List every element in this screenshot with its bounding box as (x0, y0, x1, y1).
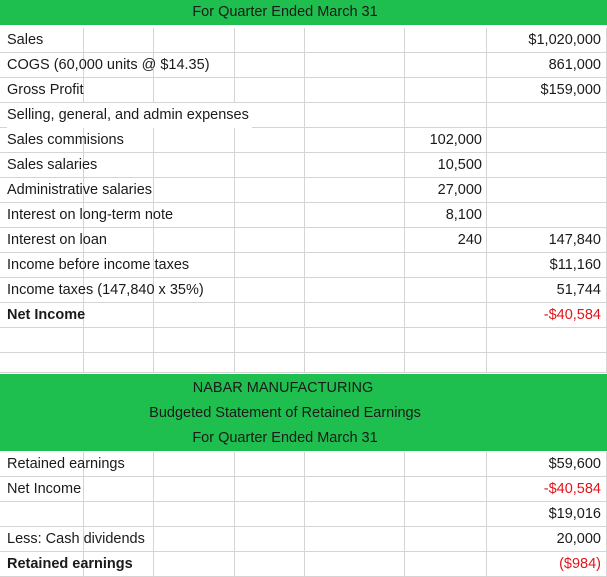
row-re-net-income[interactable] (0, 477, 607, 502)
row-total (487, 128, 601, 153)
row-label: COGS (60,000 units @ $14.35) (7, 57, 210, 73)
row-total: 861,000 (548, 57, 601, 73)
row-income-before-taxes[interactable] (0, 253, 607, 278)
row-cogs[interactable] (0, 53, 607, 78)
row-sales-salaries[interactable] (0, 153, 607, 178)
row-sales-commissions[interactable] (0, 128, 607, 153)
row-label: Income before income taxes (7, 257, 190, 273)
row-label: Administrative salaries (7, 182, 153, 198)
row-label: Retained earnings (7, 556, 133, 572)
statement-title: Budgeted Statement of Retained Earnings (149, 405, 421, 421)
row-retained-earnings-end[interactable] (0, 552, 607, 577)
row-total: $159,000 (540, 82, 601, 98)
row-total: -$40,584 (543, 481, 601, 497)
row-total: $11,160 (549, 257, 601, 273)
row-label: Sales salaries (7, 157, 98, 173)
income-period-title: For Quarter Ended March 31 (192, 4, 378, 20)
row-label: Income taxes (147,840 x 35%) (7, 282, 204, 298)
row-total: -$40,584 (543, 307, 601, 323)
row-label: Sales commisions (7, 132, 124, 148)
row-label: Less: Cash dividends (7, 531, 145, 547)
row-total: 147,840 (548, 232, 601, 248)
statement-period: For Quarter Ended March 31 (192, 430, 378, 446)
row-subtotal (405, 303, 482, 328)
row-label: Net Income (7, 307, 86, 323)
income-header-row (0, 0, 607, 25)
row-re-subtotal[interactable] (0, 502, 607, 527)
retained-header-block (0, 374, 607, 451)
row-total: 20,000 (556, 531, 601, 547)
row-subtotal: 102,000 (429, 132, 482, 148)
row-total: 51,744 (556, 282, 601, 298)
row-label: Sales (7, 32, 44, 48)
empty-row[interactable] (0, 328, 607, 353)
row-total (487, 178, 601, 203)
row-subtotal: 10,500 (437, 157, 482, 173)
row-subtotal (405, 28, 482, 53)
row-subtotal (405, 103, 482, 128)
row-income-taxes[interactable] (0, 278, 607, 303)
row-subtotal: 8,100 (445, 207, 482, 223)
row-label: Gross Profit (7, 82, 84, 98)
row-cash-dividends[interactable] (0, 527, 607, 552)
row-subtotal (405, 53, 482, 78)
empty-row[interactable] (0, 353, 607, 373)
row-total: $59,600 (548, 456, 601, 472)
row-total (487, 103, 601, 128)
row-interest-loan[interactable] (0, 228, 607, 253)
row-retained-earnings-begin[interactable] (0, 452, 607, 477)
company-name: NABAR MANUFACTURING (192, 380, 374, 396)
row-sga-heading[interactable] (0, 103, 607, 128)
row-interest-long-term[interactable] (0, 203, 607, 228)
row-total: $19,016 (548, 506, 601, 522)
row-total (487, 203, 601, 228)
row-admin-salaries[interactable] (0, 178, 607, 203)
row-net-income[interactable] (0, 303, 607, 328)
row-label: Interest on long-term note (7, 207, 174, 223)
row-sales[interactable] (0, 28, 607, 53)
row-subtotal: 27,000 (437, 182, 482, 198)
row-total: $1,020,000 (528, 32, 601, 48)
row-subtotal (405, 253, 482, 278)
row-subtotal (405, 78, 482, 103)
row-label: Selling, general, and admin expenses (7, 103, 252, 128)
row-subtotal (405, 278, 482, 303)
row-gross-profit[interactable] (0, 78, 607, 103)
row-label: Interest on loan (7, 232, 107, 248)
row-label: Retained earnings (7, 456, 125, 472)
row-subtotal: 240 (457, 232, 482, 248)
row-label: Net Income (7, 481, 82, 497)
row-total (487, 153, 601, 178)
row-total: ($984) (559, 556, 601, 572)
